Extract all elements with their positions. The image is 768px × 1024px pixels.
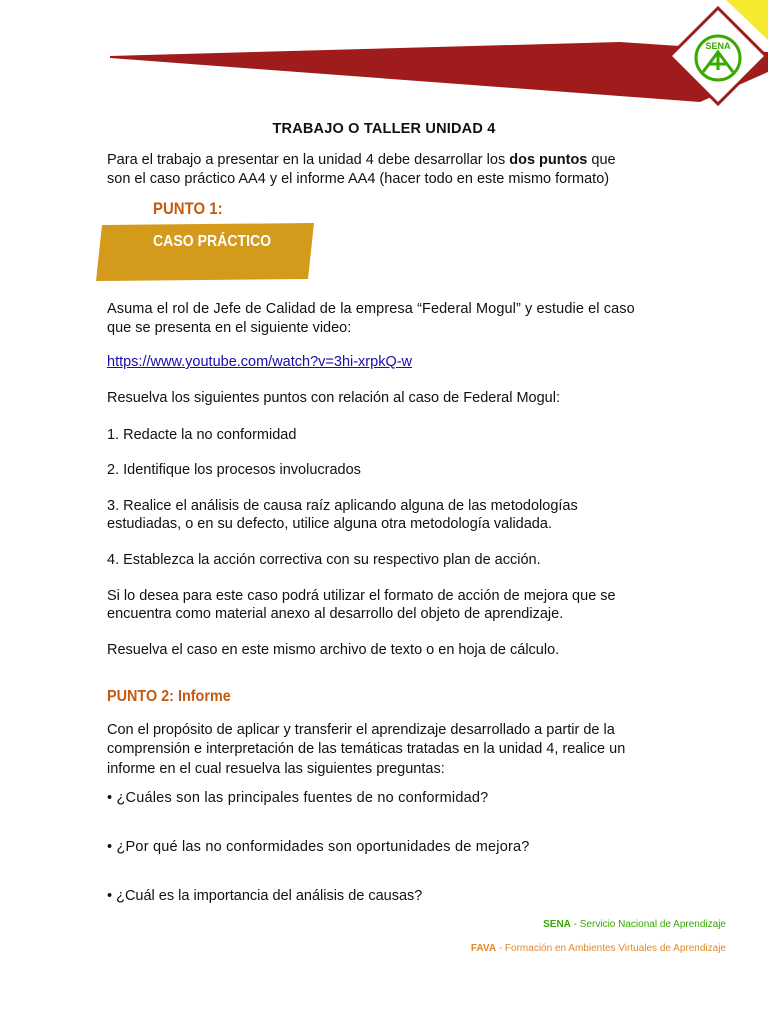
case-line-1: Asuma el rol de Jefe de Calidad de la empresa “Federal Mogul” y estudie el caso bbox=[107, 301, 635, 317]
punto1-label: PUNTO 1: bbox=[153, 199, 223, 218]
footer-fava-brand: FAVA bbox=[470, 943, 497, 954]
question-3: • ¿Cuál es la importancia del análisis de causas? bbox=[107, 888, 423, 904]
case-line-2: que se presenta en el siguiente video: bbox=[107, 320, 352, 336]
format-line-1: Si lo desea para este caso podrá utilizar el formato de acción de mejora que se bbox=[107, 588, 616, 604]
question-2: • ¿Por qué las no conformidades son oportunidades de mejora? bbox=[107, 839, 530, 855]
header-graphic bbox=[0, 0, 768, 110]
footer-fava bbox=[471, 943, 726, 954]
item-1: 1. Redacte la no conformidad bbox=[107, 427, 297, 443]
item-3-line-2: estudiadas, o en su defecto, utilice alguna otra metodología validada. bbox=[107, 516, 552, 532]
intro-text-end: que bbox=[587, 152, 616, 168]
resolve-file-line: Resuelva el caso en este mismo archivo de texto o en hoja de cálculo. bbox=[107, 642, 560, 658]
sena-logo-text: SENA bbox=[705, 41, 731, 51]
purpose-line-1: Con el propósito de aplicar y transferir el aprendizaje desarrollado a partir de la bbox=[107, 722, 615, 738]
item-3-line-1: 3. Realice el análisis de causa raíz aplicando alguna de las metodologías bbox=[107, 498, 578, 514]
intro-bold-text: dos puntos bbox=[509, 152, 588, 168]
item-2: 2. Identifique los procesos involucrados bbox=[107, 462, 361, 478]
intro-text: Para el trabajo a presentar en la unidad 4 debe desarrollar los bbox=[107, 152, 510, 168]
intro-line-1 bbox=[107, 151, 667, 169]
resolve-intro: Resuelva los siguientes puntos con relación al caso de Federal Mogul: bbox=[107, 390, 560, 406]
format-line-2: encuentra como material anexo al desarrollo del objeto de aprendizaje. bbox=[107, 606, 564, 622]
video-link[interactable]: https://www.youtube.com/watch?v=3hi-xrpkQ-w bbox=[107, 354, 413, 370]
document-title: TRABAJO O TALLER UNIDAD 4 bbox=[272, 121, 496, 137]
footer-sena bbox=[543, 919, 726, 930]
caso-practico-banner-text: CASO PRÁCTICO bbox=[153, 233, 272, 250]
footer-sena-text: - Servicio Nacional de Aprendizaje bbox=[570, 919, 726, 930]
footer-sena-brand: SENA bbox=[543, 919, 571, 930]
purpose-line-3: informe en el cual resuelva las siguientes preguntas: bbox=[107, 761, 445, 777]
question-1: • ¿Cuáles son las principales fuentes de no conformidad? bbox=[107, 790, 489, 806]
intro-line-2: son el caso práctico AA4 y el informe AA4 (hacer todo en este mismo formato) bbox=[107, 171, 610, 187]
purpose-line-2: comprensión e interpretación de las temáticas tratadas en la unidad 4, realice un bbox=[107, 741, 626, 757]
item-4: 4. Establezca la acción correctiva con su respectivo plan de acción. bbox=[107, 552, 541, 568]
caso-practico-banner bbox=[96, 221, 316, 283]
red-swoosh-banner bbox=[110, 42, 768, 102]
footer-fava-text: - Formación en Ambientes Virtuales de Aprendizaje bbox=[496, 943, 726, 954]
punto2-heading: PUNTO 2: Informe bbox=[107, 688, 231, 705]
